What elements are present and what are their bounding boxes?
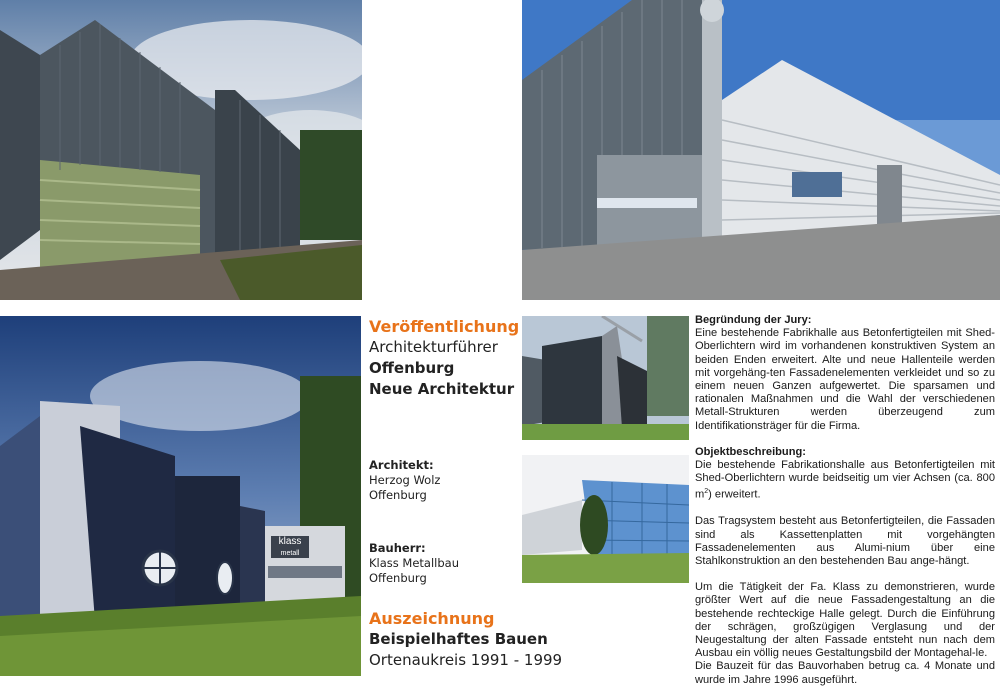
klass-sign-subtext: metall — [280, 550, 300, 557]
object-paragraph-2: Das Tragsystem besteht aus Betonfertigteilen, die Fassaden sind als Kassettenplatten mit vorgehängten Fassadenelementen aus Alumi-nium über eine Stahlkonstruktion an den bestehenden Bau ange-hängt. — [695, 515, 995, 567]
client-city: Offenburg — [369, 571, 427, 585]
jury-heading: Begründung der Jury: — [695, 314, 812, 326]
object-p1-sup: 2 — [704, 488, 709, 496]
client-block — [369, 541, 569, 586]
object-heading: Objektbeschreibung: — [695, 445, 806, 458]
photo-factory-hall — [522, 0, 1000, 300]
architect-city: Offenburg — [369, 488, 427, 502]
publication-heading: Veröffentlichung — [369, 317, 520, 336]
architect-name: Herzog Wolz — [369, 473, 441, 487]
architect-block — [369, 458, 569, 503]
jury-text: Eine bestehende Fabrikhalle aus Betonfertigteilen mit Shed-Oberlichtern wird im vorhandenen konstruktiven System an beiden Enden erweitert. Alte und neue Hallenteile werden mit vorgehäng-ten Fassadenelementen verkleidet und so zu einem neuen Ganzen aufgewertet. Die sparsamen und rationalen Maßnahmen und die Wahl der verschiedenen Metall-Strukturen werden überzeugend zum Identifikationsträger für die Firma. — [695, 327, 995, 432]
photo-facade-round-windows — [0, 316, 361, 676]
publication-line1: Architekturführer — [369, 338, 498, 356]
klass-sign-text: klass — [278, 536, 302, 547]
object-p1-prefix: Die bestehende Fabrikationshalle aus Betonfertigteilen mit Shed-Oberlichtern wurde beidseitig um vier Achsen (ca. 800 m — [695, 459, 995, 502]
publication-block — [369, 317, 569, 400]
object-paragraph-1 — [695, 459, 995, 502]
publication-line2: Offenburg — [369, 359, 455, 377]
object-paragraph-3: Um die Tätigkeit der Fa. Klass zu demonstrieren, wurde größter Wert auf die neue Fassadengestaltung an die bestehende rechteckige Halle gelegt. Durch die Einführung der schrägen, großzügigen Verglasung und der Neugestaltung der alten Fassade entsteht nun nach dem Ausbau ein völlig neues Gestaltungsbild der Montagehal-le. — [695, 581, 995, 660]
object-p1-suffix: ) erweitert. — [708, 489, 761, 502]
award-block — [369, 608, 569, 671]
client-name: Klass Metallbau — [369, 556, 460, 570]
object-paragraph-4: Die Bauzeit für das Bauvorhaben betrug ca. 4 Monate und wurde im Jahre 1996 ausgeführt. — [695, 660, 995, 686]
description-column — [695, 314, 995, 687]
publication-line3: Neue Architektur — [369, 380, 515, 398]
architect-label: Architekt: — [369, 458, 434, 472]
award-region: Ortenaukreis 1991 - 1999 — [369, 651, 563, 669]
klass-sign — [271, 536, 309, 558]
photo-building-corner — [0, 0, 362, 300]
client-label: Bauherr: — [369, 541, 426, 555]
award-heading: Auszeichnung — [369, 609, 495, 628]
award-title: Beispielhaftes Bauen — [369, 630, 548, 648]
